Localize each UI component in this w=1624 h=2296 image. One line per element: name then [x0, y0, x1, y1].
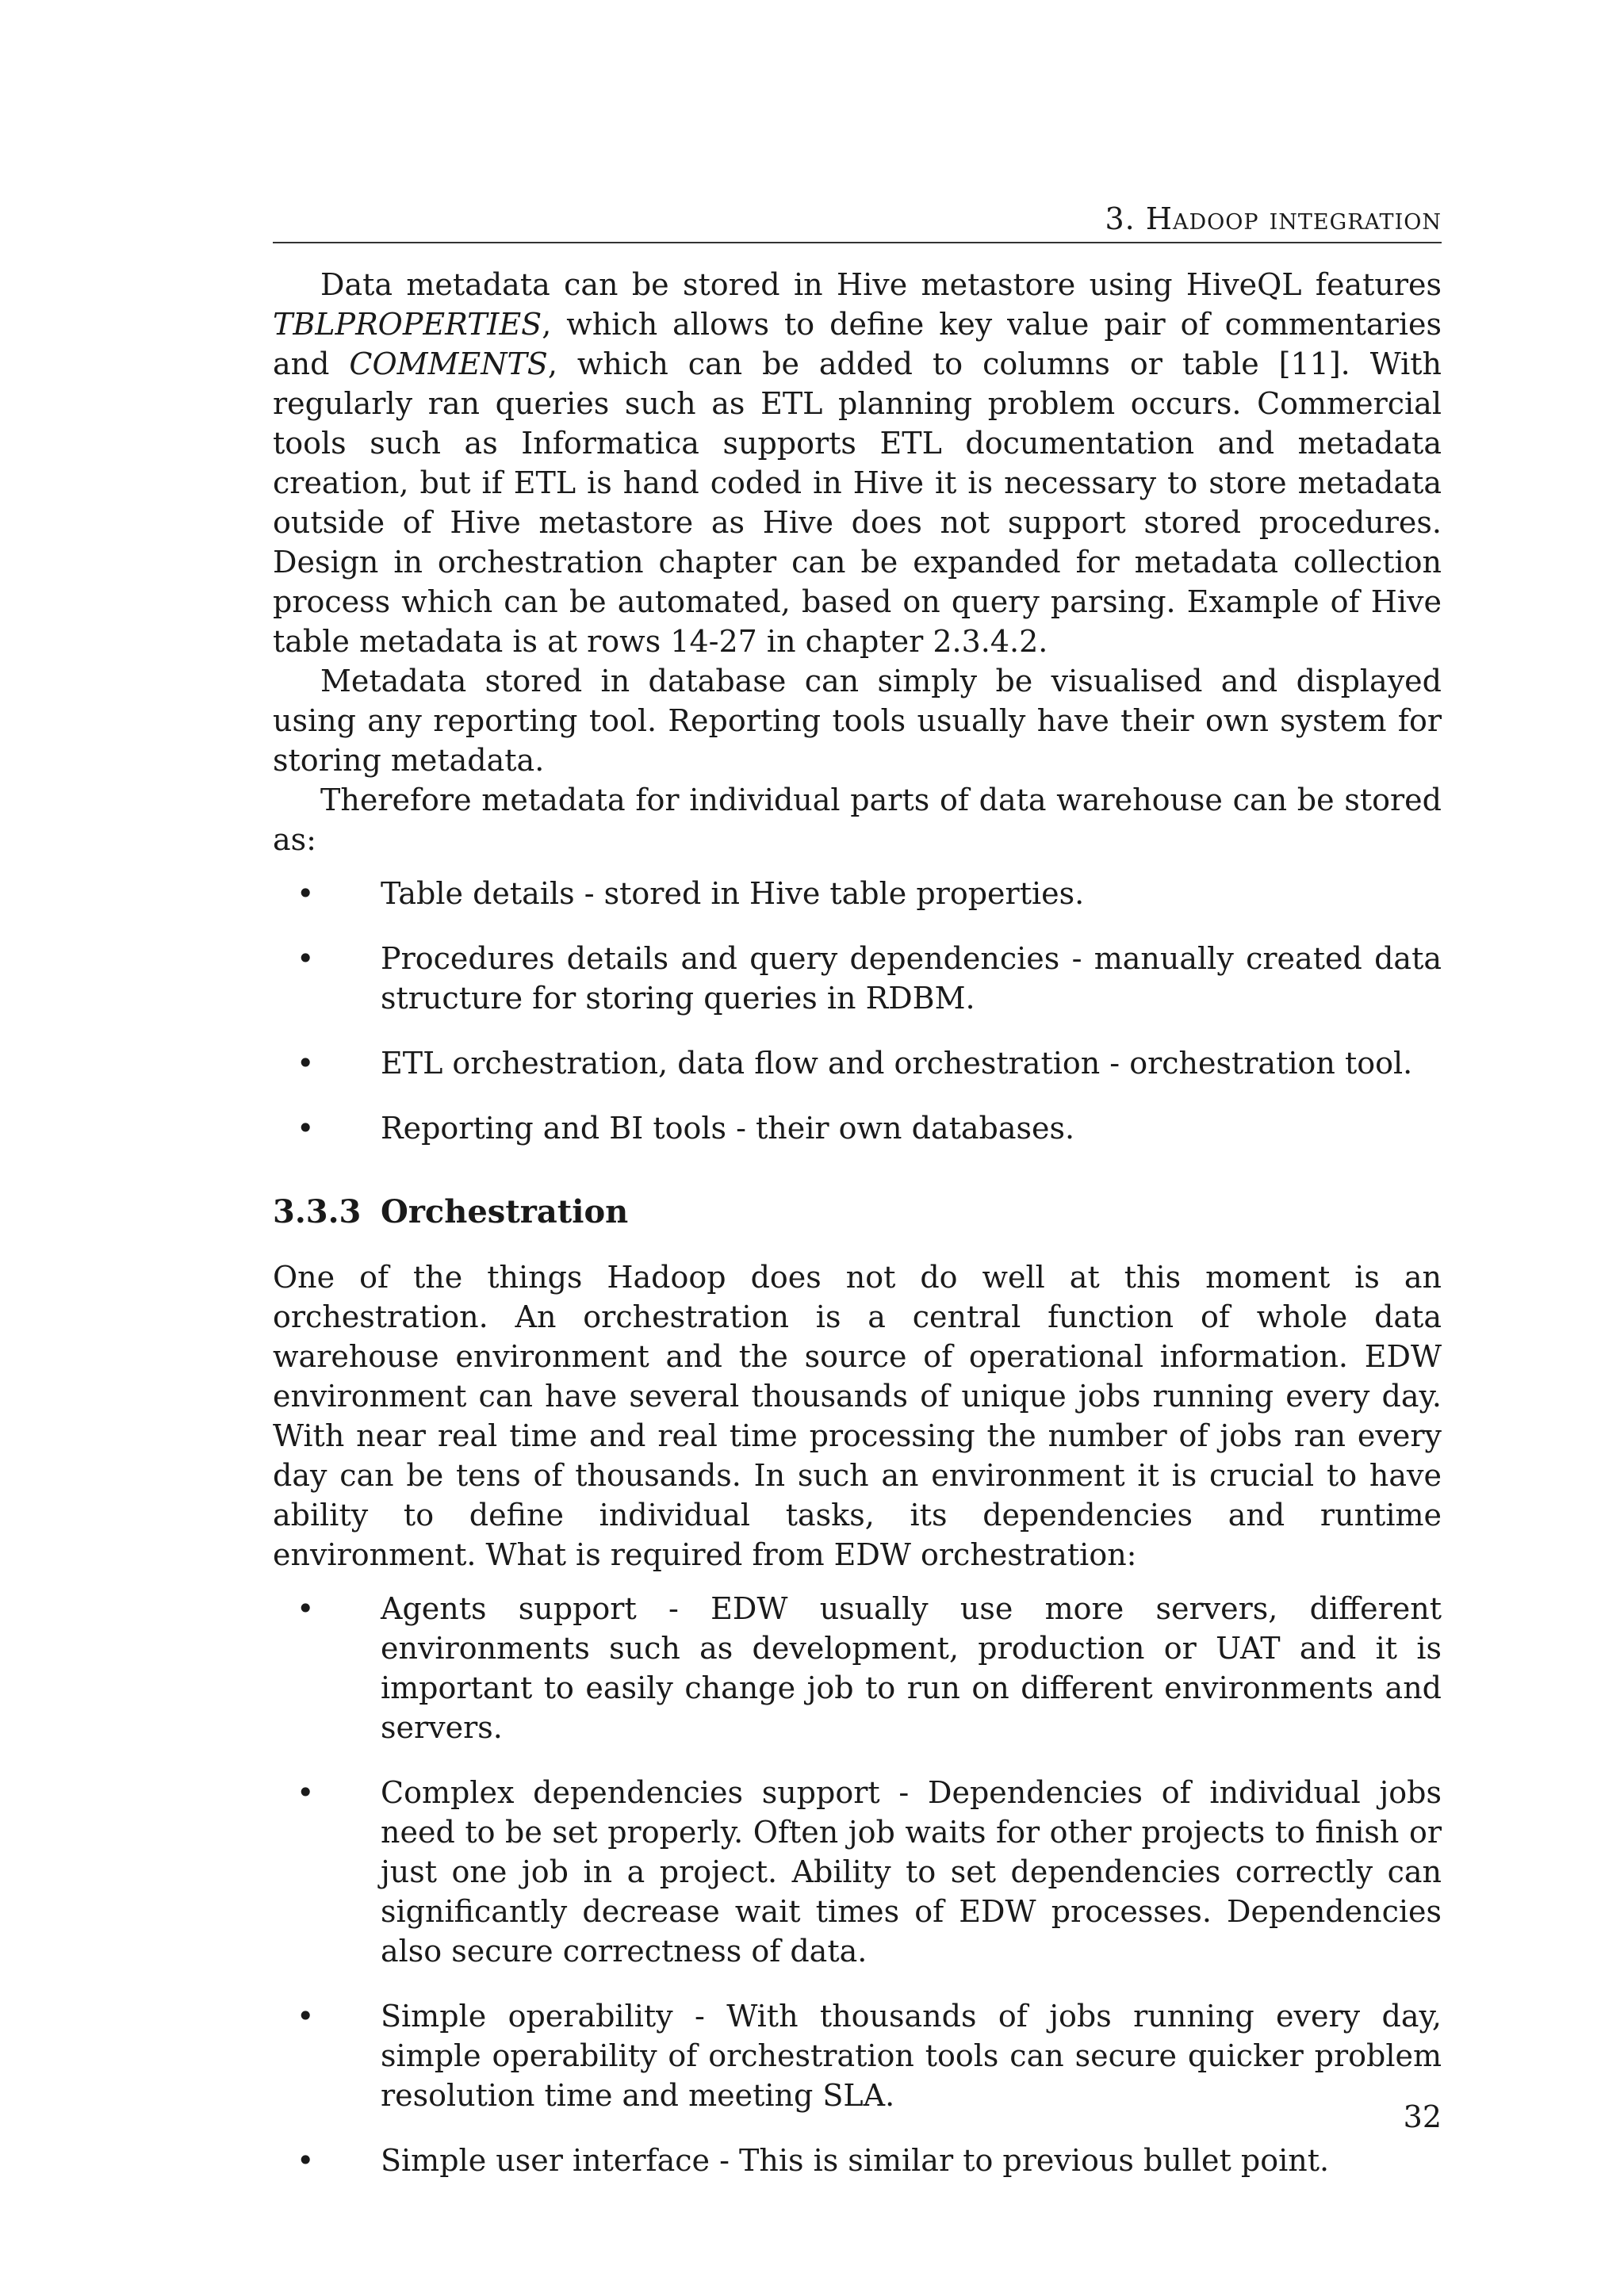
- chapter-number: 3.: [1105, 201, 1136, 236]
- list-item: [273, 1996, 1442, 2115]
- bullet-icon: •: [297, 1046, 315, 1081]
- section-title: Orchestration: [381, 1193, 629, 1230]
- bullet-icon: •: [297, 1999, 315, 2034]
- list-item-text: Reporting and BI tools - their own databases.: [381, 1111, 1075, 1146]
- italic-term-tblproperties: TBLPROPERTIES: [273, 307, 542, 342]
- paragraph-orchestration: One of the things Hadoop does not do well at this moment is an orchestration. An orchestration is a central function of whole data warehouse environment and the source of operational information. EDW environment can have several thousands of unique jobs running every day. With near real time and real time processing the number of jobs ran every day can be tens of thousands. In such an environment it is crucial to have ability to define individual tasks, its dependencies and runtime environment. What is required from EDW orchestration:: [273, 1260, 1442, 1572]
- paragraph-text: , which can be added to columns or table [11]. With regularly ran queries such as ETL planning problem occurs. Commercial tools such as Informatica supports ETL documentation and metadata creation, but if ETL is hand coded in Hive it is necessary to store metadata outside of Hive metastore as Hive does not support stored procedures. Design in orchestration chapter can be expanded for metadata collection process which can be automated, based on query parsing. Example of Hive table metadata is at rows 14-27 in chapter 2.3.4.2.: [273, 346, 1442, 659]
- list-item: [273, 1108, 1442, 1148]
- bullet-icon: •: [297, 2143, 315, 2178]
- body-text: [273, 265, 1442, 2206]
- bullet-icon: •: [297, 1111, 315, 1146]
- bullet-icon: •: [297, 1591, 315, 1626]
- list-item-text: Agents support - EDW usually use more servers, different environments such as development, production or UAT and it is important to easily change job to run on different environments and servers.: [381, 1591, 1442, 1745]
- list-item-text: Complex dependencies support - Dependencies of individual jobs need to be set properly. Often job waits for other projects to finish or just one job in a project. Ability to set dependencies correctly can significantly decrease wait times of EDW processes. Dependencies also secure correctness of data.: [381, 1775, 1442, 1969]
- list-item: [273, 2141, 1442, 2180]
- page-number: 32: [1403, 2099, 1442, 2134]
- list-item: [273, 1773, 1442, 1971]
- document-page: [273, 0, 1442, 2296]
- list-item-text: Procedures details and query dependencies - manually created data structure for storing queries in RDBM.: [381, 941, 1442, 1016]
- list-item-text: ETL orchestration, data flow and orchestration - orchestration tool.: [381, 1046, 1413, 1081]
- bullet-icon: •: [297, 1775, 315, 1810]
- list-item: [273, 939, 1442, 1018]
- list-item-text: Simple user interface - This is similar to previous bullet point.: [381, 2143, 1330, 2178]
- italic-term-comments: COMMENTS: [349, 346, 548, 381]
- section-heading: [273, 1192, 1442, 1232]
- paragraph-text: Data metadata can be stored in Hive metastore using HiveQL features: [320, 267, 1442, 302]
- list-item: [273, 1043, 1442, 1083]
- header-rule: [273, 242, 1442, 243]
- paragraph-hive-metadata: [273, 265, 1442, 661]
- list-item-text: Table details - stored in Hive table properties.: [381, 876, 1085, 911]
- list-item: [273, 1589, 1442, 1747]
- metadata-storage-list: [273, 874, 1442, 1148]
- bullet-icon: •: [297, 876, 315, 911]
- paragraph-text: , which allows to define key value pair of commentaries and: [273, 307, 1442, 381]
- running-header: [273, 201, 1442, 236]
- list-item-text: Simple operability - With thousands of jobs running every day, simple operability of orchestration tools can secure quicker problem resolution time and meeting SLA.: [381, 1999, 1442, 2113]
- paragraph-storage-intro: Therefore metadata for individual parts of data warehouse can be stored as:: [273, 783, 1442, 857]
- bullet-icon: •: [297, 941, 315, 976]
- list-item: [273, 874, 1442, 913]
- orchestration-requirements-list: [273, 1589, 1442, 2180]
- paragraph-reporting: Metadata stored in database can simply be visualised and displayed using any reporting tool. Reporting tools usually have their own system for storing metadata.: [273, 664, 1442, 778]
- chapter-title: Hadoop integration: [1145, 201, 1442, 236]
- section-number: 3.3.3: [273, 1193, 362, 1230]
